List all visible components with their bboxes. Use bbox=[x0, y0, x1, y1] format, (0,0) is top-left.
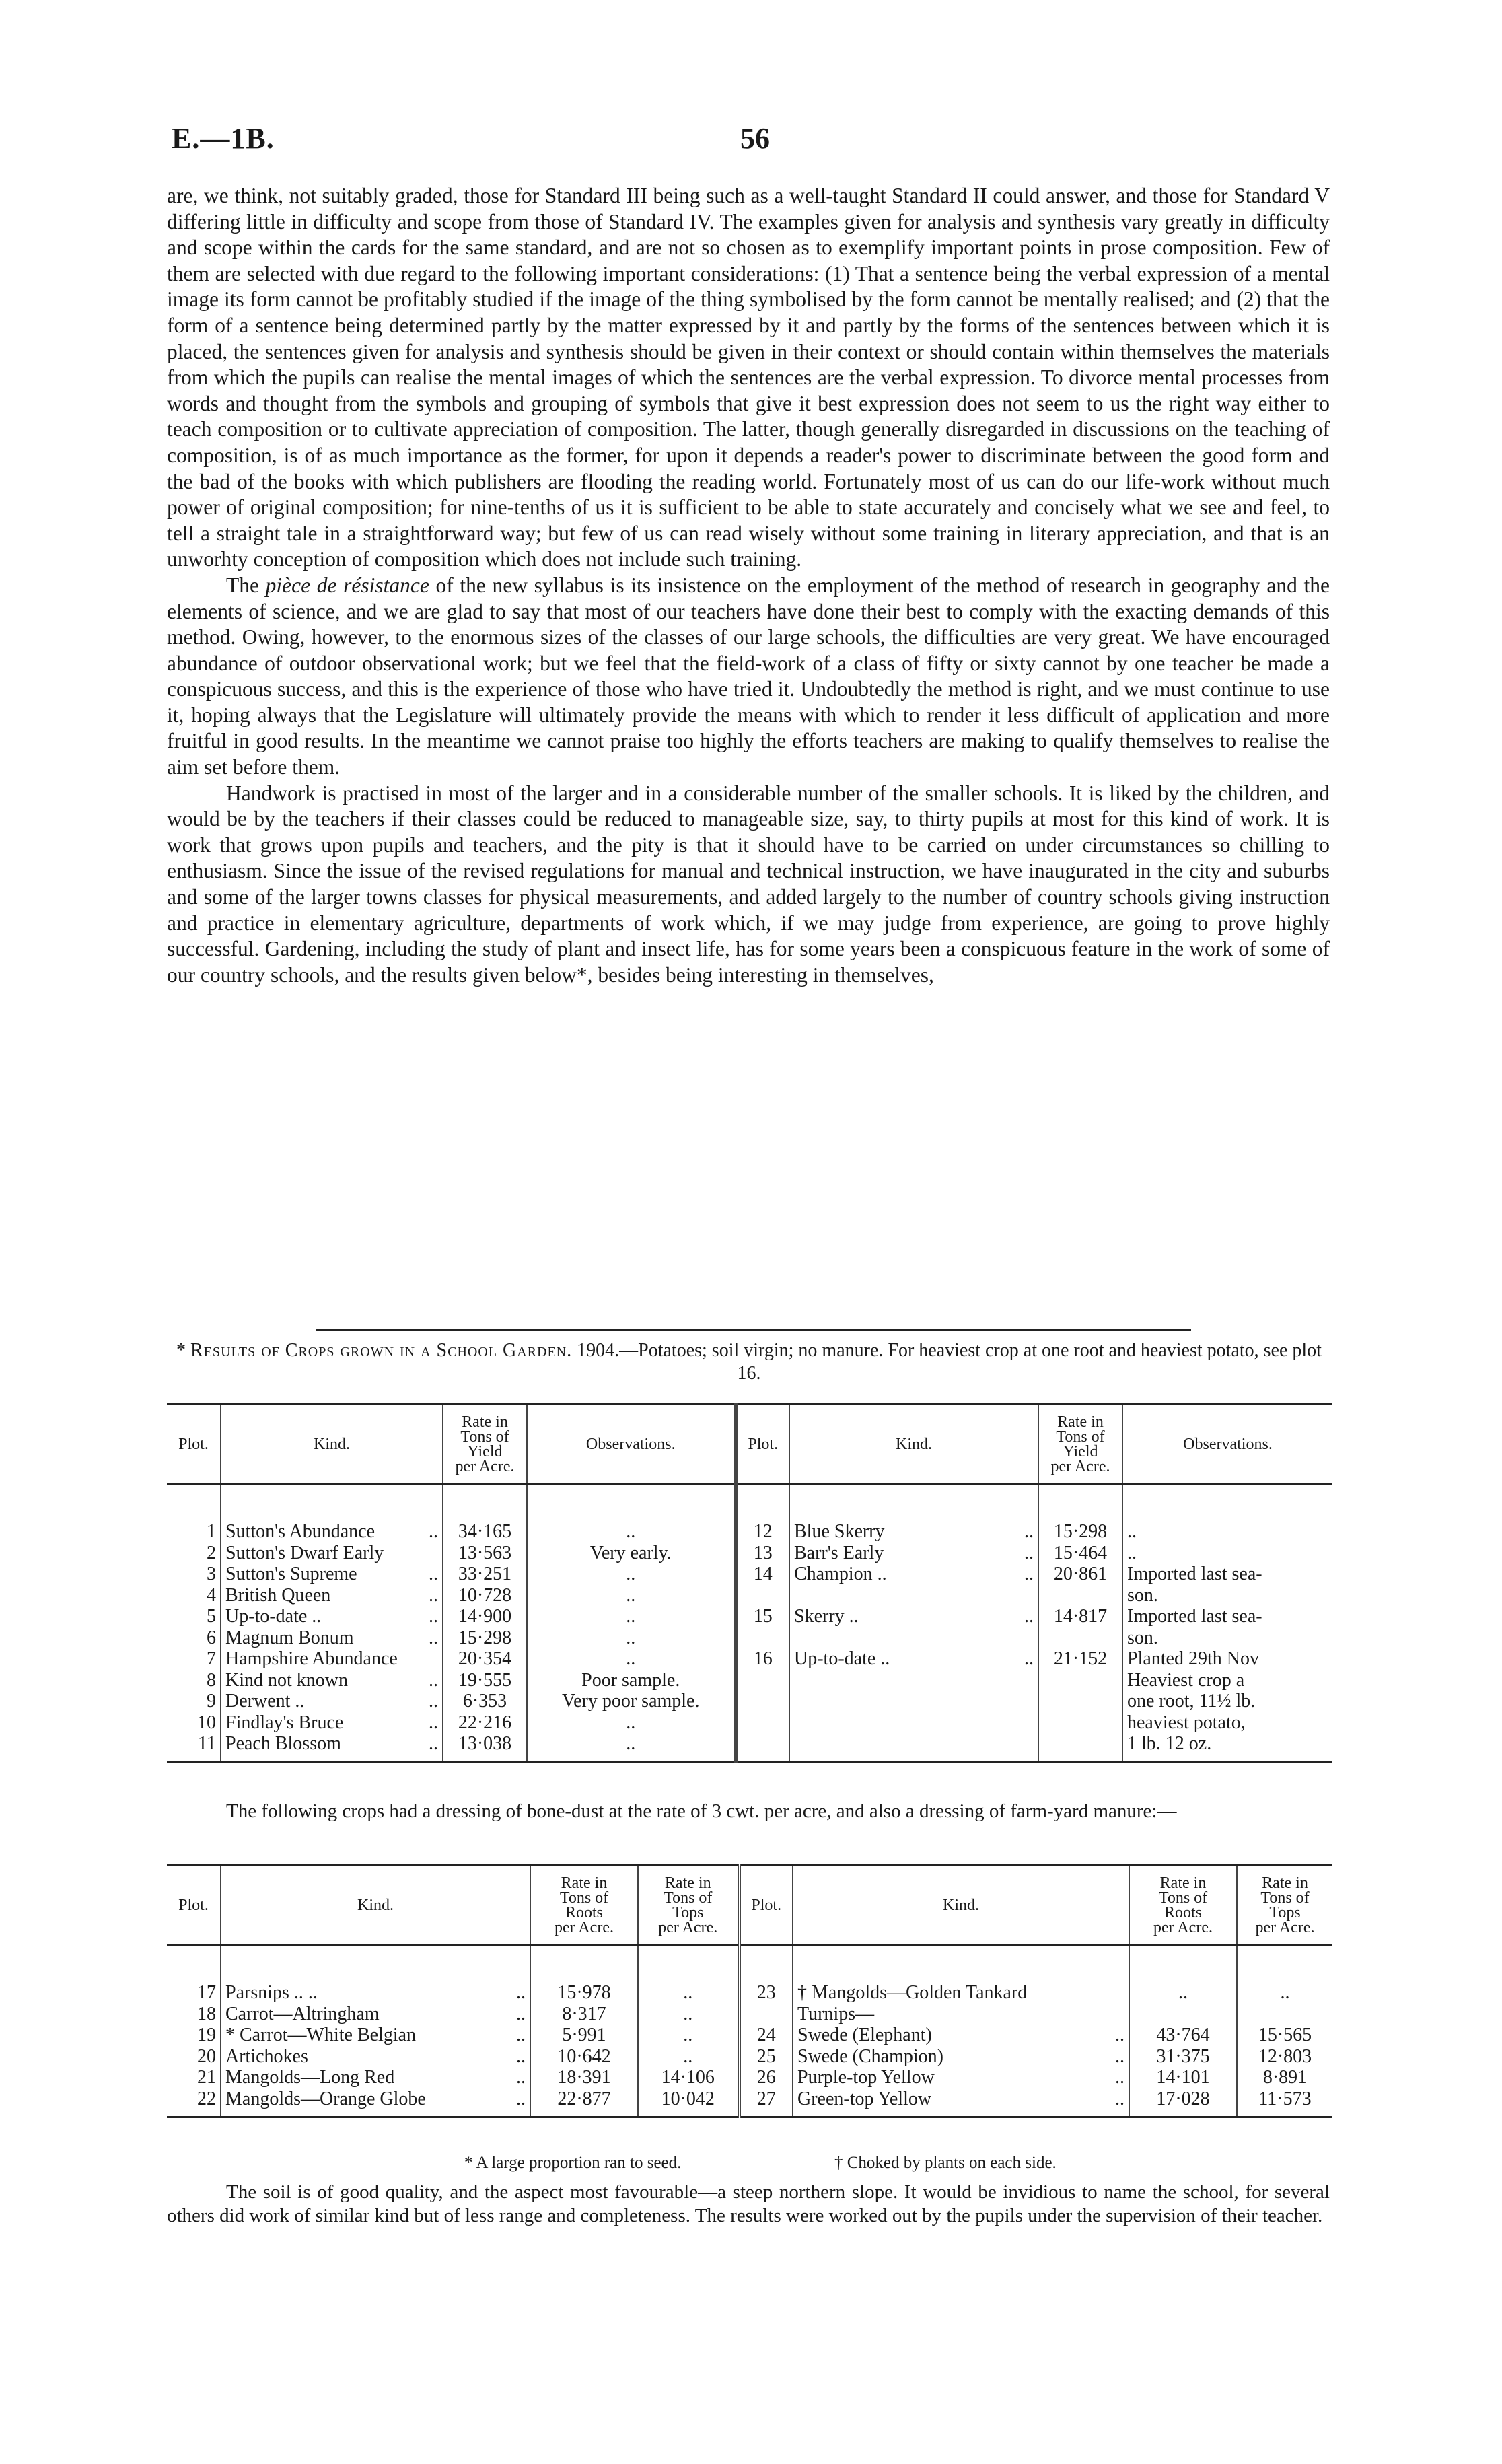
tops-rate: .. bbox=[638, 1982, 739, 2004]
yield-rate: 33·251 bbox=[443, 1563, 527, 1585]
yield-rate: 34·165 bbox=[443, 1521, 527, 1543]
crop-kind-cell bbox=[789, 1670, 1038, 1691]
plot-number: 1 bbox=[207, 1521, 216, 1542]
tops-rate: .. bbox=[1237, 1982, 1332, 2004]
yield-rate: 14·817 bbox=[1038, 1606, 1122, 1627]
table-row bbox=[167, 1712, 1332, 1734]
table-row bbox=[167, 1982, 1332, 2004]
plot-number: 12 bbox=[736, 1521, 789, 1543]
crop-kind: * Carrot—White Belgian bbox=[225, 2025, 417, 2045]
closing-text: The soil is of good quality, and the aspect most favourable—a steep northern slope. It would be invidious to name the school, for several others did work of similar kind but of less range and completeness. The results were worked out by the pupils under the supervision of their teacher. bbox=[167, 2181, 1330, 2226]
paragraph-syllabus-italic: pièce de résistance bbox=[265, 573, 429, 597]
roots-rate: 17·028 bbox=[1129, 2088, 1237, 2117]
plot-number: 25 bbox=[739, 2046, 793, 2068]
crop-kind-cell bbox=[221, 2025, 530, 2046]
table-row bbox=[167, 1563, 1332, 1585]
table-header-row bbox=[167, 1405, 1332, 1485]
table-row bbox=[167, 1691, 1332, 1712]
table-row bbox=[167, 1627, 1332, 1649]
plot-number: 26 bbox=[739, 2067, 793, 2088]
plot-number bbox=[736, 1670, 789, 1691]
page-number: 56 bbox=[740, 122, 770, 155]
crop-kind-cell bbox=[789, 1733, 1038, 1762]
plot-number: 7 bbox=[207, 1648, 216, 1669]
yield-rate bbox=[1038, 1585, 1122, 1607]
yield-rate: 22·216 bbox=[443, 1712, 527, 1734]
potato-results-table bbox=[167, 1403, 1332, 1763]
roots-rate: .. bbox=[1129, 1982, 1237, 2004]
plot-number: 2 bbox=[207, 1542, 216, 1563]
crop-kind: Hampshire Abundance bbox=[225, 1648, 398, 1669]
observation: one root, 11½ lb. bbox=[1122, 1691, 1332, 1712]
plot-number bbox=[736, 1733, 789, 1762]
crop-kind-cell bbox=[221, 1627, 443, 1649]
crop-kind-cell bbox=[789, 1606, 1038, 1627]
yield-rate: 14·900 bbox=[443, 1606, 527, 1627]
observation: .. bbox=[527, 1627, 736, 1649]
yield-rate bbox=[1038, 1733, 1122, 1762]
closing-paragraph bbox=[167, 2181, 1330, 2228]
plot-number bbox=[736, 1627, 789, 1649]
plot-number: 11 bbox=[167, 1733, 221, 1762]
plot-number bbox=[736, 1712, 789, 1734]
observation: son. bbox=[1122, 1585, 1332, 1607]
paragraph-syllabus bbox=[167, 573, 1330, 781]
observation: Very early. bbox=[527, 1543, 736, 1564]
observation: heaviest potato, bbox=[1122, 1712, 1332, 1734]
crop-kind-cell bbox=[221, 1670, 443, 1691]
crop-kind: Sutton's Abundance bbox=[225, 1521, 376, 1542]
header-observations: Observations. bbox=[1122, 1405, 1332, 1485]
footnote-heading-rest: 1904.—Potatoes; soil virgin; no manure. For heaviest crop at one root and heaviest potato, see plot 16. bbox=[577, 1340, 1322, 1384]
plot-number bbox=[736, 1585, 789, 1607]
leader-dots: .. bbox=[1115, 2045, 1124, 2067]
crop-kind-cell bbox=[221, 2067, 530, 2088]
crop-kind-cell bbox=[221, 1543, 443, 1564]
body-text bbox=[167, 183, 1330, 988]
yield-rate: 20·861 bbox=[1038, 1563, 1122, 1585]
yield-rate: 19·555 bbox=[443, 1670, 527, 1691]
crop-kind-cell bbox=[793, 1982, 1129, 2004]
plot-number: 14 bbox=[736, 1563, 789, 1585]
crop-kind: Derwent .. bbox=[225, 1691, 305, 1712]
crop-kind: Parsnips .. .. bbox=[225, 1982, 318, 2003]
crop-kind-cell bbox=[221, 1982, 530, 2004]
crop-kind: Carrot—Altringham bbox=[225, 2003, 380, 2025]
crop-kind: Up-to-date .. bbox=[225, 1606, 322, 1627]
crop-kind: Kind not known bbox=[225, 1669, 348, 1691]
observation: .. bbox=[527, 1712, 736, 1734]
header-kind: Kind. bbox=[221, 1866, 530, 1946]
header-plot: Plot. bbox=[739, 1866, 793, 1946]
table-row bbox=[167, 2025, 1332, 2046]
footnote-heading-star: * bbox=[176, 1340, 186, 1361]
tops-rate: 14·106 bbox=[638, 2067, 739, 2088]
roots-rate: 18·391 bbox=[530, 2067, 638, 2088]
leader-dots: .. bbox=[429, 1691, 438, 1712]
crop-kind-cell bbox=[221, 2088, 530, 2117]
leader-dots: .. bbox=[1024, 1521, 1034, 1542]
crop-kind: Champion .. bbox=[794, 1563, 887, 1584]
header-rate: Rate in Tons of Yield per Acre. bbox=[1038, 1405, 1122, 1485]
leader-dots: .. bbox=[1024, 1648, 1034, 1669]
plot-number: 27 bbox=[739, 2088, 793, 2117]
plot-number: 9 bbox=[207, 1691, 216, 1712]
crop-kind-cell bbox=[789, 1585, 1038, 1607]
leader-dots: .. bbox=[516, 2003, 526, 2025]
crop-kind-cell bbox=[221, 1521, 443, 1543]
crop-kind: Skerry .. bbox=[794, 1606, 859, 1627]
leader-dots: .. bbox=[1115, 2025, 1124, 2045]
leader-dots: .. bbox=[1024, 1542, 1034, 1563]
tops-rate: 11·573 bbox=[1237, 2088, 1332, 2117]
table-row bbox=[167, 2004, 1332, 2025]
leader-dots: .. bbox=[516, 2088, 526, 2109]
crop-kind: British Queen bbox=[225, 1584, 331, 1606]
plot-number bbox=[739, 2004, 793, 2025]
spacer-row bbox=[167, 1484, 1332, 1521]
paragraph-composition: are, we think, not suitably graded, those for Standard III being such as a well-taught Standard II could answer, and those for Standard V differing little in difficulty and scope from those of Standard IV. The examples given for analysis and synthesis vary greatly in difficulty and scope within the cards for the same standard, and are not so chosen as to exemplify important points in prose composition. Few of them are selected with due regard to the following important considerations: (1) That a sentence being the verbal expression of a mental image its form cannot be profitably studied if the image of the thing symbolised by the form cannot be mentally realised; and (2) that the form of a sentence being determined partly by the matter expressed by it and partly by the forms of the sentences between which it is placed, the sentences given for analysis and synthesis should be given in their context or should contain within themselves the materials from which the pupils can realise the mental images of which the sentences are the verbal expression. To divorce mental processes from words and thought from the symbols and grouping of symbols that give it best expression does not seem to us the right way either to teach composition or to cultivate appreciation of composition. The latter, though generally disregarded in discussions on the teaching of composition, is of as much importance as the former, for upon it depends a reader's power to discriminate between the good form and the bad of the books with which publishers are flooding the reading world. Fortunately most of us can do our life-work without much power of original composition; for nine-tenths of us it is sufficient to be able to state accurately and concisely what we see and feel, to tell a straight tale in a straightforward way; but few of us can read wisely without some training in literary appreciation, and that is an unworhty conception of composition which does not include such training. bbox=[167, 184, 1330, 571]
section-divider bbox=[316, 1329, 1191, 1331]
crop-kind-cell bbox=[793, 2088, 1129, 2117]
table-row bbox=[167, 1606, 1332, 1627]
observation: 1 lb. 12 oz. bbox=[1122, 1733, 1332, 1762]
plot-number: 6 bbox=[207, 1627, 216, 1648]
crop-kind: Purple-top Yellow bbox=[797, 2067, 935, 2088]
table-row bbox=[167, 1521, 1332, 1543]
header-roots: Rate in Tons of Roots per Acre. bbox=[1129, 1866, 1237, 1946]
tops-rate: 15·565 bbox=[1237, 2025, 1332, 2046]
table-row bbox=[167, 2067, 1332, 2088]
plot-number: 18 bbox=[197, 2003, 216, 2025]
crop-kind-cell bbox=[221, 1606, 443, 1627]
header-plot: Plot. bbox=[167, 1405, 221, 1485]
crop-kind: Artichokes bbox=[225, 2045, 308, 2067]
plot-number: 15 bbox=[736, 1606, 789, 1627]
observation: .. bbox=[527, 1733, 736, 1762]
leader-dots: .. bbox=[516, 2025, 526, 2045]
roots-rate: 5·991 bbox=[530, 2025, 638, 2046]
observation: Planted 29th Nov bbox=[1122, 1648, 1332, 1670]
crop-kind-cell bbox=[789, 1691, 1038, 1712]
plot-number: 17 bbox=[197, 1982, 216, 2003]
observation: .. bbox=[527, 1648, 736, 1670]
crop-kind: Magnum Bonum bbox=[225, 1627, 354, 1648]
yield-rate: 13·038 bbox=[443, 1733, 527, 1762]
crop-kind-cell bbox=[221, 1563, 443, 1585]
leader-dots: .. bbox=[429, 1669, 438, 1691]
leader-dots: .. bbox=[429, 1521, 438, 1542]
observation: .. bbox=[1122, 1521, 1332, 1543]
header-rate: Rate in Tons of Yield per Acre. bbox=[443, 1405, 527, 1485]
crop-kind: Swede (Champion) bbox=[797, 2045, 943, 2067]
leader-dots: .. bbox=[429, 1606, 438, 1627]
plot-number: 13 bbox=[736, 1543, 789, 1564]
observation: .. bbox=[527, 1606, 736, 1627]
observation: .. bbox=[527, 1585, 736, 1607]
roots-rate: 10·642 bbox=[530, 2046, 638, 2068]
crop-kind-cell bbox=[793, 2067, 1129, 2088]
leader-dots: .. bbox=[516, 1982, 526, 2003]
tops-rate: .. bbox=[638, 2046, 739, 2068]
crop-kind: Turnips— bbox=[797, 2003, 875, 2025]
observation: .. bbox=[527, 1521, 736, 1543]
crop-kind-cell bbox=[221, 1648, 443, 1670]
crop-kind: Swede (Elephant) bbox=[797, 2025, 932, 2045]
table2-intro: The following crops had a dressing of bone-dust at the rate of 3 cwt. per acre, and also a dressing of farm-yard manure:— bbox=[226, 1800, 1177, 1822]
footnote-dagger: † Choked by plants on each side. bbox=[834, 2154, 1057, 2172]
yield-rate bbox=[1038, 1712, 1122, 1734]
roots-rate: 22·877 bbox=[530, 2088, 638, 2117]
observation: Heaviest crop a bbox=[1122, 1670, 1332, 1691]
yield-rate: 13·563 bbox=[443, 1543, 527, 1564]
table-row bbox=[167, 2088, 1332, 2117]
header-roots: Rate in Tons of Roots per Acre. bbox=[530, 1866, 638, 1946]
yield-rate bbox=[1038, 1670, 1122, 1691]
header-tops: Rate in Tons of Tops per Acre. bbox=[638, 1866, 739, 1946]
roots-rate: 14·101 bbox=[1129, 2067, 1237, 2088]
crop-kind: Barr's Early bbox=[794, 1542, 884, 1563]
tops-rate: 8·891 bbox=[1237, 2067, 1332, 2088]
roots-rate bbox=[1129, 2004, 1237, 2025]
crop-kind-cell bbox=[221, 1733, 443, 1762]
crop-kind: Blue Skerry bbox=[794, 1521, 885, 1542]
header-plot: Plot. bbox=[736, 1405, 789, 1485]
leader-dots: .. bbox=[429, 1712, 438, 1733]
plot-number: 20 bbox=[197, 2045, 216, 2067]
yield-rate: 20·354 bbox=[443, 1648, 527, 1670]
spacer-row bbox=[167, 1945, 1332, 1982]
tops-rate: 10·042 bbox=[638, 2088, 739, 2117]
footnote-heading-title: Results of Crops grown in a School Garden. bbox=[190, 1340, 573, 1361]
crop-kind-cell bbox=[789, 1648, 1038, 1670]
crop-kind-cell bbox=[789, 1521, 1038, 1543]
yield-rate: 15·464 bbox=[1038, 1543, 1122, 1564]
observation: .. bbox=[1122, 1543, 1332, 1564]
crop-kind: † Mangolds—Golden Tankard bbox=[797, 1982, 1028, 2003]
table-row bbox=[167, 1670, 1332, 1691]
paragraph-syllabus-lead: The bbox=[226, 573, 259, 597]
header-observations: Observations. bbox=[527, 1405, 736, 1485]
header-kind: Kind. bbox=[221, 1405, 443, 1485]
plot-number: 16 bbox=[736, 1648, 789, 1670]
leader-dots: .. bbox=[429, 1563, 438, 1584]
observation: Very poor sample. bbox=[527, 1691, 736, 1712]
leader-dots: .. bbox=[516, 2045, 526, 2067]
crop-kind-cell bbox=[221, 1712, 443, 1734]
plot-number: 24 bbox=[739, 2025, 793, 2046]
crop-kind-cell bbox=[221, 1691, 443, 1712]
roots-rate: 15·978 bbox=[530, 1982, 638, 2004]
crop-kind: Mangolds—Orange Globe bbox=[225, 2088, 426, 2109]
header-kind: Kind. bbox=[793, 1866, 1129, 1946]
yield-rate: 6·353 bbox=[443, 1691, 527, 1712]
leader-dots: .. bbox=[429, 1584, 438, 1606]
paragraph-syllabus-rest: of the new syllabus is its insistence on the employment of the method of research in geography and the elements of science, and we are glad to say that most of our teachers have done their best to comply with the exacting demands of this method. Owing, however, to the enormous sizes of the classes of our large schools, the difficulties are very great. We have encouraged abundance of outdoor observational work; but we feel that the field-work of a class of fifty or sixty cannot by one teacher be made a conspicuous success, and this is the experience of those who have tried it. Undoubtedly the method is right, and we must continue to use it, hoping always that the Legislature will ultimately provide the means with which to render it less difficult of application and more fruitful in good results. In the meantime we cannot praise too highly the efforts teachers are making to qualify themselves to realise the aim set before them. bbox=[167, 573, 1330, 779]
header-tops: Rate in Tons of Tops per Acre. bbox=[1237, 1866, 1332, 1946]
crop-kind: Peach Blossom bbox=[225, 1733, 341, 1754]
leader-dots: .. bbox=[516, 2067, 526, 2088]
roots-rate: 43·764 bbox=[1129, 2025, 1237, 2046]
crop-kind: Up-to-date .. bbox=[794, 1648, 890, 1669]
header-kind: Kind. bbox=[789, 1405, 1038, 1485]
paragraph-handwork: Handwork is practised in most of the larger and in a considerable number of the smaller schools. It is liked by the children, and would be by the teachers if their classes could be reduced to manageable size, say, to thirty pupils at most for this kind of work. It is work that grows upon pupils and teachers, and the pity is that it should have to be carried on under circumstances so chilling to enthusiasm. Since the issue of the revised regulations for manual and technical instruction, we have inaugurated in the city and suburbs and some of the larger towns classes for physical measurements, and added largely to the number of country schools giving instruction and practice in elementary agriculture, departments of work which, if we may judge from experience, are going to prove highly successful. Gardening, including the study of plant and insect life, has for some years been a conspicuous feature in the work of some of our country schools, and the results given below*, besides being interesting in themselves, bbox=[167, 781, 1330, 987]
plot-number: 22 bbox=[167, 2088, 221, 2117]
crop-kind: Sutton's Supreme bbox=[225, 1563, 357, 1584]
crop-kind: Findlay's Bruce bbox=[225, 1712, 344, 1733]
crop-kind-cell bbox=[793, 2046, 1129, 2068]
footnote-star: * A large proportion ran to seed. bbox=[464, 2154, 682, 2172]
leader-dots: .. bbox=[1115, 2067, 1124, 2088]
table-row bbox=[167, 1585, 1332, 1607]
plot-number: 3 bbox=[207, 1563, 216, 1584]
crop-kind-cell bbox=[789, 1627, 1038, 1649]
crop-kind-cell bbox=[789, 1563, 1038, 1585]
table-row bbox=[167, 1543, 1332, 1564]
header-plot: Plot. bbox=[167, 1866, 221, 1946]
plot-number: 21 bbox=[197, 2067, 216, 2088]
observation: son. bbox=[1122, 1627, 1332, 1649]
crop-kind-cell bbox=[221, 2046, 530, 2068]
table-row bbox=[167, 2046, 1332, 2068]
roots-rate: 31·375 bbox=[1129, 2046, 1237, 2068]
crop-kind-cell bbox=[221, 1585, 443, 1607]
crop-kind: Mangolds—Long Red bbox=[225, 2067, 395, 2088]
roots-results-table bbox=[167, 1864, 1332, 2118]
yield-rate: 21·152 bbox=[1038, 1648, 1122, 1670]
plot-number: 8 bbox=[207, 1669, 216, 1691]
leader-dots: .. bbox=[429, 1627, 438, 1648]
crop-kind: Sutton's Dwarf Early bbox=[225, 1542, 384, 1563]
table-row bbox=[167, 1648, 1332, 1670]
yield-rate: 10·728 bbox=[443, 1585, 527, 1607]
table-header-row bbox=[167, 1866, 1332, 1946]
plot-number: 10 bbox=[197, 1712, 216, 1733]
plot-number: 5 bbox=[207, 1606, 216, 1627]
crop-kind-cell bbox=[789, 1543, 1038, 1564]
observation: Poor sample. bbox=[527, 1670, 736, 1691]
tops-rate: .. bbox=[638, 2004, 739, 2025]
tops-rate: .. bbox=[638, 2025, 739, 2046]
tops-rate bbox=[1237, 2004, 1332, 2025]
table-row bbox=[167, 1733, 1332, 1762]
footnote-heading bbox=[167, 1339, 1331, 1385]
leader-dots: .. bbox=[429, 1733, 438, 1754]
observation: .. bbox=[527, 1563, 736, 1585]
crop-kind-cell bbox=[789, 1712, 1038, 1734]
yield-rate: 15·298 bbox=[1038, 1521, 1122, 1543]
yield-rate bbox=[1038, 1691, 1122, 1712]
tops-rate: 12·803 bbox=[1237, 2046, 1332, 2068]
leader-dots: .. bbox=[1115, 2088, 1124, 2109]
yield-rate bbox=[1038, 1627, 1122, 1649]
leader-dots: .. bbox=[1024, 1563, 1034, 1584]
plot-number: 23 bbox=[739, 1982, 793, 2004]
observation: Imported last sea- bbox=[1122, 1563, 1332, 1585]
yield-rate: 15·298 bbox=[443, 1627, 527, 1649]
plot-number: 19 bbox=[197, 2025, 216, 2045]
plot-number: 4 bbox=[207, 1584, 216, 1606]
crop-kind: Green-top Yellow bbox=[797, 2088, 932, 2109]
observation: Imported last sea- bbox=[1122, 1606, 1332, 1627]
crop-kind-cell bbox=[793, 2025, 1129, 2046]
crop-kind-cell bbox=[221, 2004, 530, 2025]
roots-rate: 8·317 bbox=[530, 2004, 638, 2025]
plot-number bbox=[736, 1691, 789, 1712]
document-code: E.—1B. bbox=[172, 122, 275, 155]
crop-kind-cell bbox=[793, 2004, 1129, 2025]
leader-dots: .. bbox=[1024, 1606, 1034, 1627]
